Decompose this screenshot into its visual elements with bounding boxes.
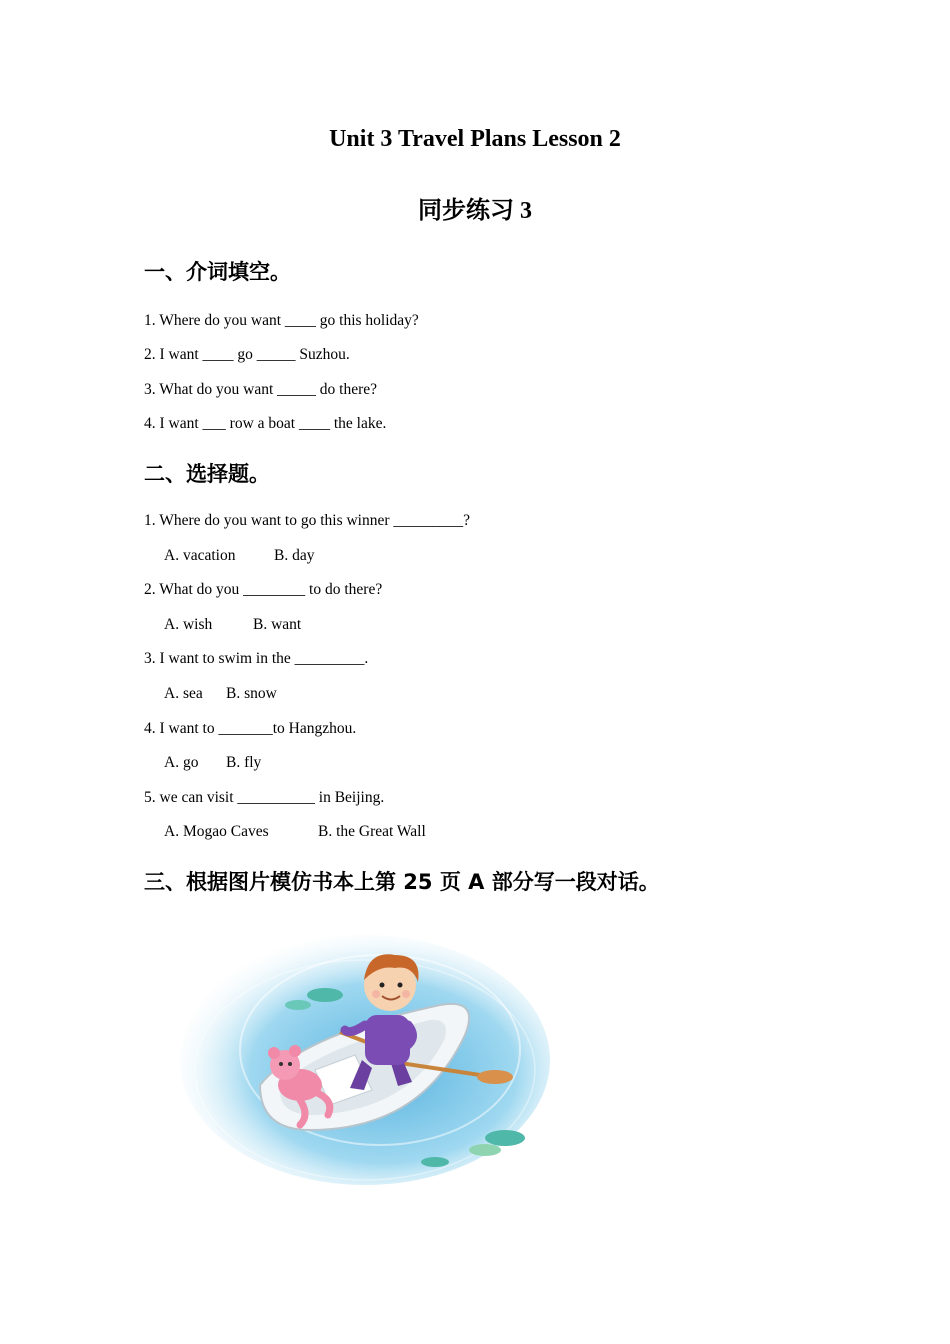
question-5: 5. we can visit __________ in Beijing. [144,789,385,806]
page-subtitle: 同步练习 3 [418,198,532,224]
question-4: 4. I want to _______to Hangzhou. [144,720,357,737]
page-title: Unit 3 Travel Plans Lesson 2 [329,126,621,152]
question-2-option-a: A. wish [164,616,213,633]
question-4-option-a: A. go [164,754,199,771]
question-5-option-b: B. the Great Wall [318,823,426,840]
section-3-heading: 三、根据图片模仿书本上第 25 页 A 部分写一段对话。 [144,870,660,894]
section-1-item: 1. Where do you want ____ go this holiday? [144,312,419,329]
question-4-option-b: B. fly [226,754,262,771]
section-1-item: 4. I want ___ row a boat ____ the lake. [144,415,387,432]
question-3: 3. I want to swim in the _________. [144,650,369,667]
question-5-option-a: A. Mogao Caves [164,823,269,840]
question-3-option-a: A. sea [164,685,203,702]
question-2-option-b: B. want [253,616,302,633]
question-2: 2. What do you ________ to do there? [144,581,383,598]
question-1-option-b: B. day [274,547,315,564]
section-1-item: 2. I want ____ go _____ Suzhou. [144,346,350,363]
section-1-heading: 一、介词填空。 [144,260,291,284]
section-2-heading: 二、选择题。 [144,462,270,486]
question-1-option-a: A. vacation [164,547,236,564]
question-1: 1. Where do you want to go this winner _________? [144,512,471,529]
section-1-item: 3. What do you want _____ do there? [144,381,378,398]
boy-rowing-boat-illustration [150,910,550,1190]
question-3-option-b: B. snow [226,685,277,702]
